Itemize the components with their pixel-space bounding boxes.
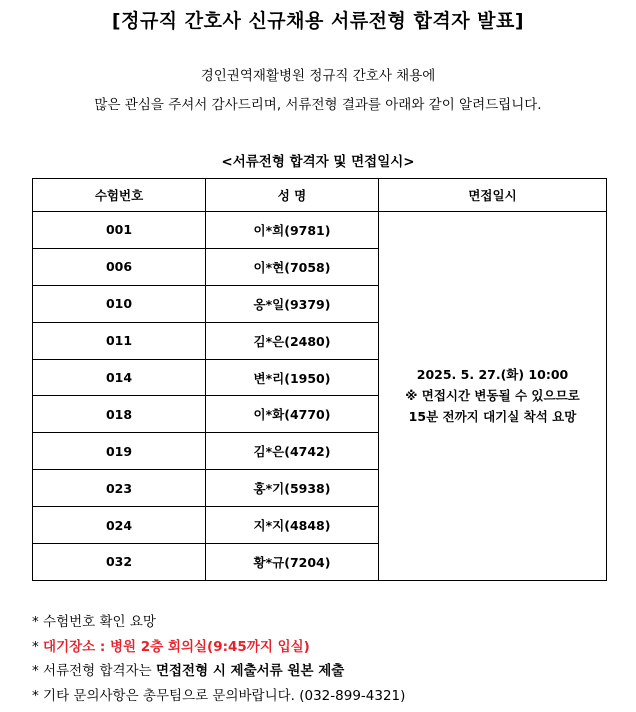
candidate-name-cell: 지*지(4848) <box>206 507 379 544</box>
note-2 <box>32 635 405 660</box>
exam-number-cell: 023 <box>33 470 206 507</box>
header-interview-date: 면접일시 <box>379 179 607 212</box>
exam-number-cell: 019 <box>33 433 206 470</box>
intro-line-2: 많은 관심을 주셔서 감사드리며, 서류전형 결과를 아래와 같이 알려드립니다. <box>94 97 542 113</box>
exam-number-cell: 024 <box>33 507 206 544</box>
interview-notice-2: 15분 전까지 대기실 착석 요망 <box>408 409 577 425</box>
exam-number-cell: 011 <box>33 322 206 359</box>
interview-datetime: 2025. 5. 27.(화) 10:00 <box>416 367 569 383</box>
candidate-name-cell: 홍*기(5938) <box>206 470 379 507</box>
note-2-prefix: * <box>32 638 44 655</box>
waiting-place-note: 대기장소 : 병원 2층 회의실(9:45까지 입실) <box>43 638 310 655</box>
candidate-name-cell: 변*리(1950) <box>206 359 379 396</box>
candidate-name-cell: 이*화(4770) <box>206 396 379 433</box>
page-title: [정규직 간호사 신규채용 서류전형 합격자 발표] <box>111 10 525 32</box>
candidate-name-cell: 이*희(9781) <box>206 212 379 249</box>
table-row <box>33 212 607 249</box>
intro-line-1: 경인권역재활병원 정규직 간호사 채용에 <box>200 68 436 84</box>
candidate-name-cell: 옹*일(9379) <box>206 285 379 322</box>
table-title: <서류전형 합격자 및 면접일시> <box>221 154 415 170</box>
exam-number-cell: 014 <box>33 359 206 396</box>
exam-number-cell: 006 <box>33 248 206 285</box>
note-4: * 기타 문의사항은 총무팀으로 문의바랍니다. (032-899-4321) <box>32 687 406 704</box>
header-name: 성 명 <box>206 179 379 212</box>
interview-info-cell <box>379 212 607 581</box>
exam-number-cell: 018 <box>33 396 206 433</box>
note-3-prefix: * 서류전형 합격자는 <box>32 663 156 679</box>
results-table <box>32 178 607 581</box>
header-exam-number: 수험번호 <box>33 179 206 212</box>
table-header-row <box>33 179 607 212</box>
exam-number-cell: 010 <box>33 285 206 322</box>
candidate-name-cell: 이*현(7058) <box>206 248 379 285</box>
exam-number-cell: 001 <box>33 212 206 249</box>
document-submission-note: 면접전형 시 제출서류 원본 제출 <box>155 663 345 679</box>
interview-notice-1: ※ 면접시간 변동될 수 있으므로 <box>405 388 580 404</box>
candidate-name-cell: 김*은(2480) <box>206 322 379 359</box>
notes-list <box>32 610 405 708</box>
note-1: * 수험번호 확인 요망 <box>32 614 156 630</box>
note-3 <box>32 659 405 684</box>
candidate-name-cell: 김*은(4742) <box>206 433 379 470</box>
exam-number-cell: 032 <box>33 544 206 581</box>
candidate-name-cell: 황*규(7204) <box>206 544 379 581</box>
